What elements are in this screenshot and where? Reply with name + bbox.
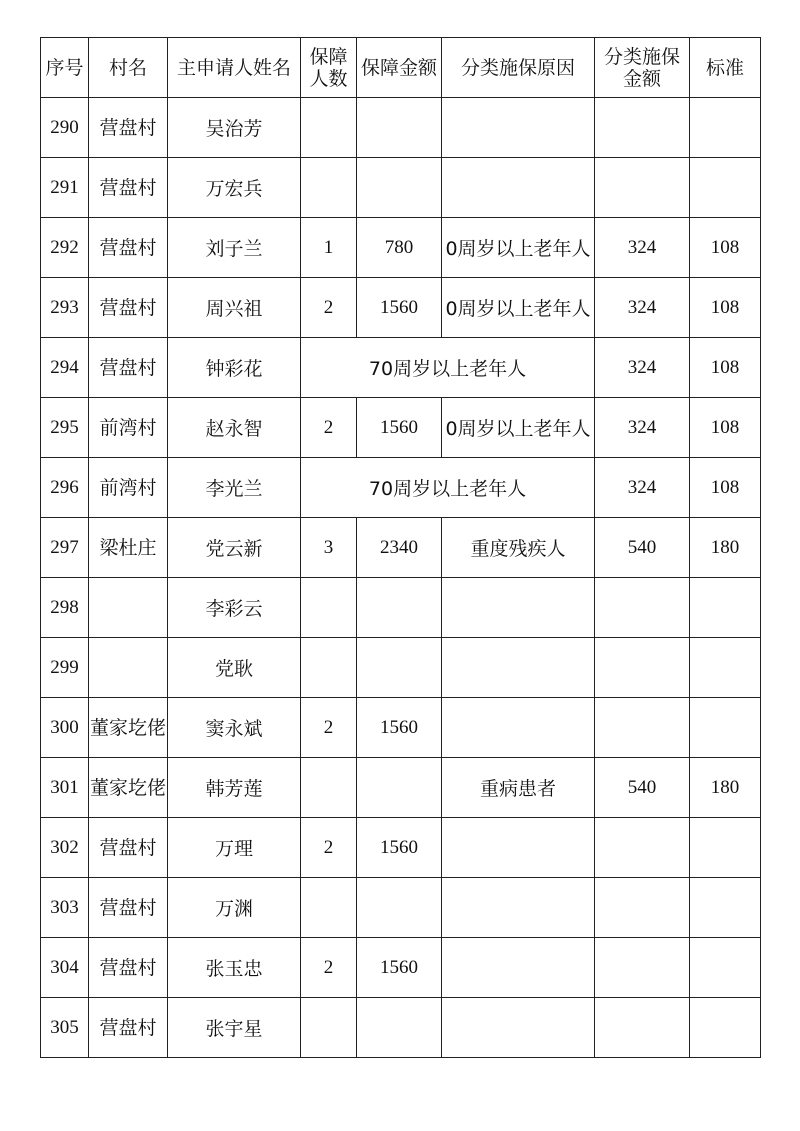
row-reason-text: 70周岁以上老年人 xyxy=(368,478,527,500)
row-village: 营盘村 xyxy=(89,938,168,998)
table-row xyxy=(41,458,761,518)
assistance-table xyxy=(40,37,761,1058)
row-reason xyxy=(301,458,595,518)
row-class-amount xyxy=(595,578,690,638)
row-class-amount: 324 xyxy=(595,278,690,338)
row-reason xyxy=(301,338,595,398)
row-applicant-name: 万理 xyxy=(168,818,301,878)
row-seq: 304 xyxy=(41,938,89,998)
row-reason xyxy=(442,998,595,1058)
row-village: 营盘村 xyxy=(89,878,168,938)
row-seq: 294 xyxy=(41,338,89,398)
row-persons: 2 xyxy=(301,278,357,338)
row-amount: 780 xyxy=(357,218,442,278)
row-standard: 108 xyxy=(690,458,761,518)
row-standard: 108 xyxy=(690,218,761,278)
row-applicant-name: 赵永智 xyxy=(168,398,301,458)
table-header xyxy=(41,38,761,98)
row-applicant-name: 党云新 xyxy=(168,518,301,578)
row-persons xyxy=(301,158,357,218)
row-amount: 1560 xyxy=(357,278,442,338)
row-amount: 1560 xyxy=(357,398,442,458)
table-row xyxy=(41,518,761,578)
header-persons: 保障人数 xyxy=(301,38,357,98)
row-reason xyxy=(442,518,595,578)
row-reason xyxy=(442,578,595,638)
table-row xyxy=(41,818,761,878)
header-seq: 序号 xyxy=(41,38,89,98)
table-row xyxy=(41,278,761,338)
row-class-amount: 540 xyxy=(595,518,690,578)
row-village: 营盘村 xyxy=(89,98,168,158)
row-persons xyxy=(301,98,357,158)
table-row xyxy=(41,158,761,218)
table-row xyxy=(41,398,761,458)
row-amount: 2340 xyxy=(357,518,442,578)
row-persons: 3 xyxy=(301,518,357,578)
header-applicant: 主申请人姓名 xyxy=(168,38,301,98)
row-reason-text: 重度残疾人 xyxy=(470,538,566,560)
row-standard xyxy=(690,578,761,638)
row-reason xyxy=(442,98,595,158)
row-village: 前湾村 xyxy=(89,398,168,458)
row-village: 营盘村 xyxy=(89,158,168,218)
row-persons xyxy=(301,578,357,638)
row-reason xyxy=(442,698,595,758)
row-standard: 108 xyxy=(690,398,761,458)
row-persons: 2 xyxy=(301,818,357,878)
table-row xyxy=(41,698,761,758)
row-applicant-name: 刘子兰 xyxy=(168,218,301,278)
row-seq: 302 xyxy=(41,818,89,878)
row-village: 董家圪佬 xyxy=(89,758,168,818)
row-reason-text: 0周岁以上老年人 xyxy=(445,418,591,440)
header-reason: 分类施保原因 xyxy=(442,38,595,98)
row-class-amount xyxy=(595,158,690,218)
row-seq: 290 xyxy=(41,98,89,158)
row-reason xyxy=(442,758,595,818)
row-seq: 303 xyxy=(41,878,89,938)
row-class-amount xyxy=(595,698,690,758)
table-body xyxy=(41,98,761,1058)
row-standard xyxy=(690,698,761,758)
row-village: 前湾村 xyxy=(89,458,168,518)
header-amount: 保障金额 xyxy=(357,38,442,98)
row-village: 营盘村 xyxy=(89,218,168,278)
row-village: 营盘村 xyxy=(89,998,168,1058)
row-reason xyxy=(442,278,595,338)
row-standard xyxy=(690,98,761,158)
row-applicant-name: 万渊 xyxy=(168,878,301,938)
table-row xyxy=(41,578,761,638)
row-reason xyxy=(442,938,595,998)
row-village xyxy=(89,578,168,638)
row-applicant-name: 万宏兵 xyxy=(168,158,301,218)
row-village xyxy=(89,638,168,698)
row-class-amount xyxy=(595,98,690,158)
row-seq: 296 xyxy=(41,458,89,518)
row-standard xyxy=(690,818,761,878)
row-reason xyxy=(442,638,595,698)
row-persons: 2 xyxy=(301,698,357,758)
row-seq: 298 xyxy=(41,578,89,638)
row-village: 营盘村 xyxy=(89,818,168,878)
table-row xyxy=(41,878,761,938)
row-applicant-name: 钟彩花 xyxy=(168,338,301,398)
table-row xyxy=(41,98,761,158)
row-persons: 2 xyxy=(301,938,357,998)
row-village: 董家圪佬 xyxy=(89,698,168,758)
row-standard: 108 xyxy=(690,338,761,398)
row-standard xyxy=(690,878,761,938)
table-row xyxy=(41,938,761,998)
row-seq: 293 xyxy=(41,278,89,338)
row-applicant-name: 党耿 xyxy=(168,638,301,698)
row-seq: 305 xyxy=(41,998,89,1058)
row-standard xyxy=(690,998,761,1058)
row-amount xyxy=(357,638,442,698)
row-village: 营盘村 xyxy=(89,278,168,338)
row-reason xyxy=(442,218,595,278)
row-persons xyxy=(301,758,357,818)
table-row xyxy=(41,338,761,398)
row-persons xyxy=(301,638,357,698)
row-class-amount: 324 xyxy=(595,458,690,518)
row-class-amount: 324 xyxy=(595,398,690,458)
row-reason xyxy=(442,878,595,938)
row-amount: 1560 xyxy=(357,818,442,878)
row-seq: 299 xyxy=(41,638,89,698)
row-applicant-name: 周兴祖 xyxy=(168,278,301,338)
row-applicant-name: 张宇星 xyxy=(168,998,301,1058)
row-seq: 300 xyxy=(41,698,89,758)
row-reason-text: 重病患者 xyxy=(479,778,556,800)
row-standard xyxy=(690,938,761,998)
row-class-amount xyxy=(595,878,690,938)
row-applicant-name: 李彩云 xyxy=(168,578,301,638)
row-seq: 301 xyxy=(41,758,89,818)
table-row xyxy=(41,638,761,698)
row-persons: 1 xyxy=(301,218,357,278)
header-village: 村名 xyxy=(89,38,168,98)
row-applicant-name: 吴治芳 xyxy=(168,98,301,158)
row-amount xyxy=(357,998,442,1058)
row-class-amount: 324 xyxy=(595,338,690,398)
row-standard: 180 xyxy=(690,758,761,818)
row-class-amount xyxy=(595,938,690,998)
row-class-amount: 324 xyxy=(595,218,690,278)
row-class-amount: 540 xyxy=(595,758,690,818)
row-class-amount xyxy=(595,818,690,878)
row-amount: 1560 xyxy=(357,698,442,758)
row-amount: 1560 xyxy=(357,938,442,998)
header-class-amount: 分类施保金额 xyxy=(595,38,690,98)
row-seq: 295 xyxy=(41,398,89,458)
row-amount xyxy=(357,158,442,218)
row-class-amount xyxy=(595,998,690,1058)
row-applicant-name: 李光兰 xyxy=(168,458,301,518)
row-seq: 292 xyxy=(41,218,89,278)
row-applicant-name: 张玉忠 xyxy=(168,938,301,998)
row-reason xyxy=(442,158,595,218)
row-amount xyxy=(357,578,442,638)
row-standard: 108 xyxy=(690,278,761,338)
row-applicant-name: 窦永斌 xyxy=(168,698,301,758)
row-seq: 291 xyxy=(41,158,89,218)
row-persons xyxy=(301,878,357,938)
row-amount xyxy=(357,98,442,158)
row-village: 梁杜庄 xyxy=(89,518,168,578)
row-persons xyxy=(301,998,357,1058)
row-applicant-name: 韩芳莲 xyxy=(168,758,301,818)
row-reason-text: 70周岁以上老年人 xyxy=(368,358,527,380)
row-standard xyxy=(690,158,761,218)
row-reason-text: 0周岁以上老年人 xyxy=(445,298,591,320)
table-row xyxy=(41,998,761,1058)
row-village: 营盘村 xyxy=(89,338,168,398)
row-reason-text: 0周岁以上老年人 xyxy=(445,238,591,260)
row-persons: 2 xyxy=(301,398,357,458)
row-class-amount xyxy=(595,638,690,698)
table-row xyxy=(41,758,761,818)
row-reason xyxy=(442,398,595,458)
row-standard: 180 xyxy=(690,518,761,578)
header-standard: 标准 xyxy=(690,38,761,98)
table-row xyxy=(41,218,761,278)
row-seq: 297 xyxy=(41,518,89,578)
row-amount xyxy=(357,878,442,938)
row-reason xyxy=(442,818,595,878)
row-amount xyxy=(357,758,442,818)
row-standard xyxy=(690,638,761,698)
